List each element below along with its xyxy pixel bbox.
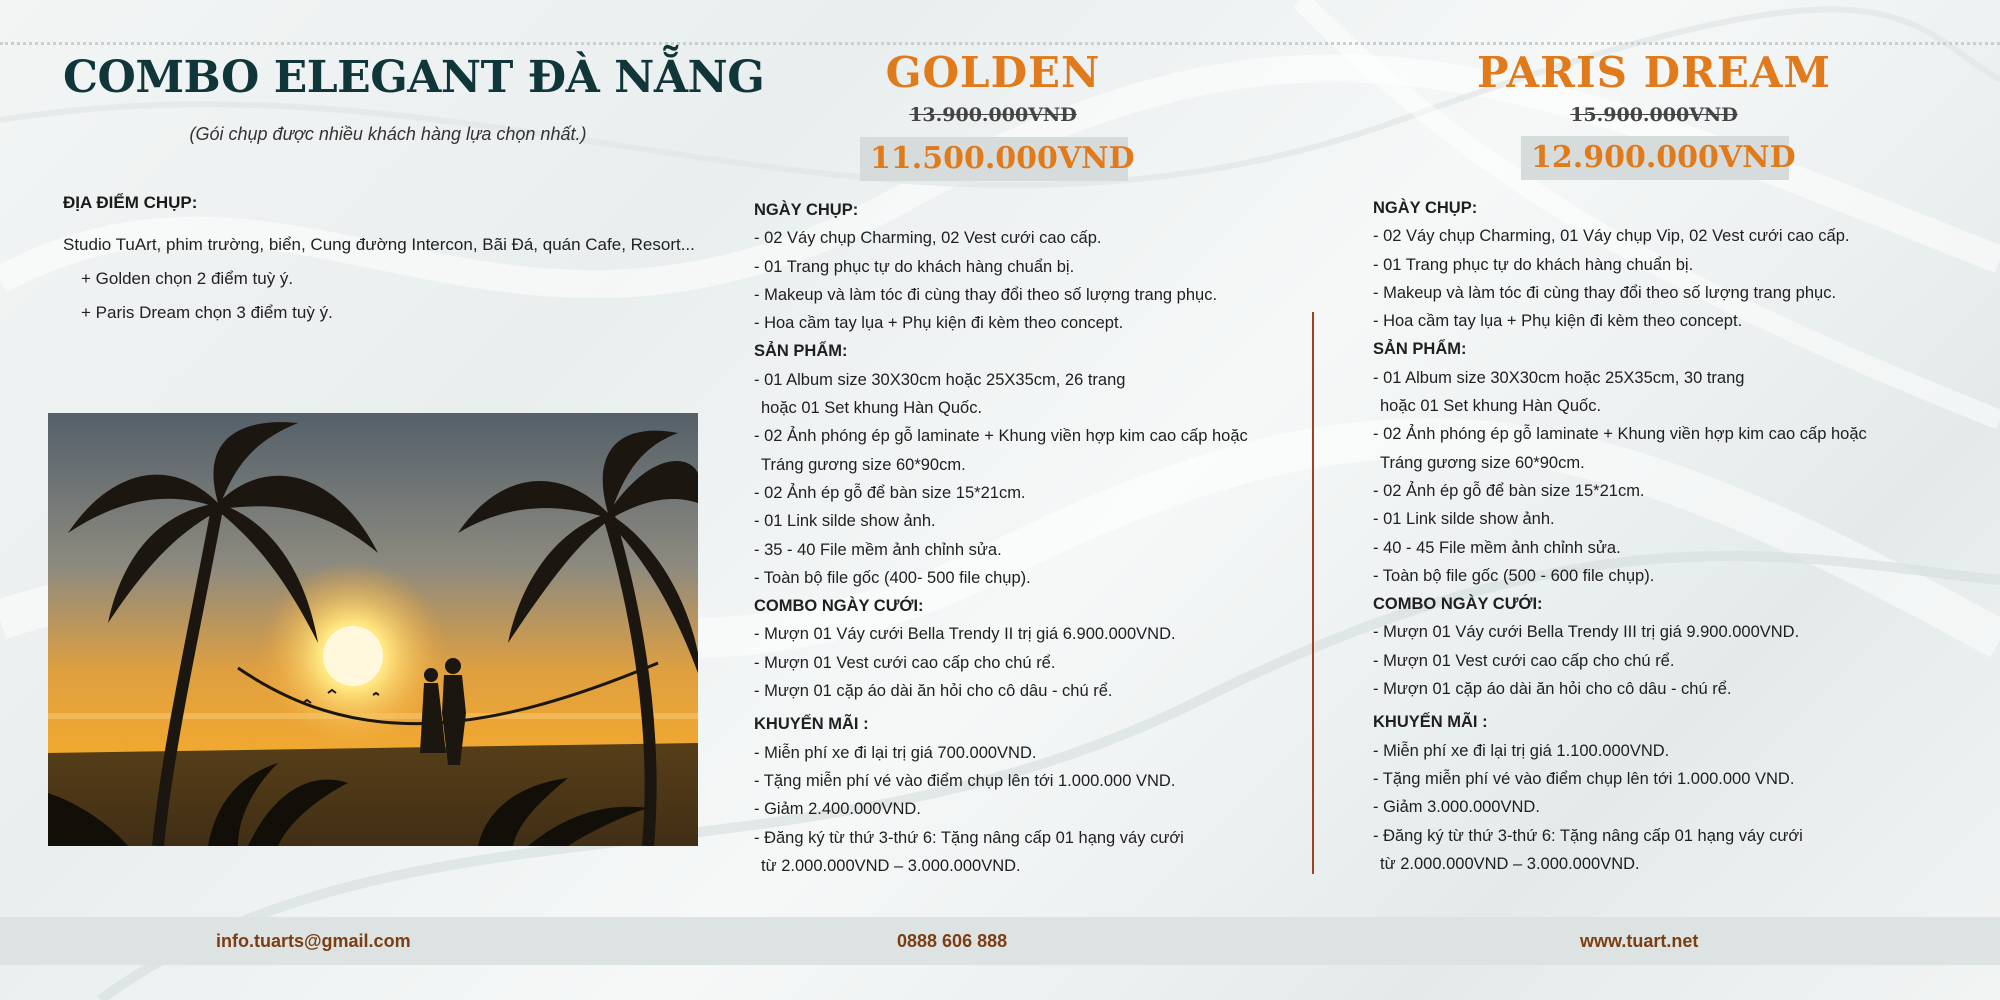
- paris-combo-item: - Mượn 01 Váy cưới Bella Trendy III trị giá 9.900.000VND.: [1373, 623, 1800, 642]
- page-subtitle: (Gói chụp được nhiều khách hàng lựa chọn nhất.): [189, 124, 587, 144]
- golden-ngay-chup-item: - Hoa cầm tay lụa + Phụ kiện đi kèm theo concept.: [754, 314, 1124, 333]
- golden-san-pham-item: hoặc 01 Set khung Hàn Quốc.: [761, 399, 983, 418]
- paris-san-pham-item: - 40 - 45 File mềm ảnh chỉnh sửa.: [1373, 538, 1621, 557]
- paris-details: [1373, 194, 1973, 878]
- paris-khuyen-mai-item: - Giảm 3.000.000VND.: [1373, 798, 1540, 817]
- paris-khuyen-mai-item: từ 2.000.000VND – 3.000.000VND.: [1380, 854, 1640, 873]
- paris-khuyen-mai-item: - Đăng ký từ thứ 3-thứ 6: Tặng nâng cấp 01 hạng váy cưới: [1373, 826, 1803, 845]
- top-dotted-border: [0, 42, 2000, 45]
- paris-khuyen-mai-heading: KHUYẾN MÃI :: [1373, 713, 1488, 732]
- paris-san-pham-item: hoặc 01 Set khung Hàn Quốc.: [1380, 397, 1602, 416]
- paris-package-name: PARIS DREAM: [1476, 48, 1832, 97]
- paris-khuyen-mai-item: - Tặng miễn phí vé vào điểm chụp lên tới 1.000.000 VND.: [1373, 769, 1795, 788]
- golden-combo-item: - Mượn 01 cặp áo dài ăn hỏi cho cô dâu - chú rể.: [754, 682, 1113, 701]
- paris-combo-item: - Mượn 01 Vest cưới cao cấp cho chú rể.: [1373, 651, 1675, 670]
- paris-ngay-chup-item: - 01 Trang phục tự do khách hàng chuẩn bị.: [1373, 255, 1694, 274]
- golden-combo-list: [754, 620, 1314, 705]
- golden-package-name: GOLDEN: [885, 48, 1101, 97]
- paris-san-pham-item: - Toàn bộ file gốc (500 - 600 file chụp).: [1373, 566, 1655, 585]
- paris-ngay-chup-list: [1373, 222, 1973, 335]
- paris-san-pham-item: Tráng gương size 60*90cm.: [1380, 453, 1585, 472]
- golden-new-price: 11.500.000VND: [860, 137, 1128, 181]
- golden-khuyen-mai-list: [754, 739, 1314, 880]
- golden-ngay-chup-heading: NGÀY CHỤP:: [754, 201, 859, 219]
- paris-new-price: 12.900.000VND: [1521, 136, 1789, 180]
- golden-san-pham-item: Tráng gương size 60*90cm.: [761, 455, 966, 474]
- column-divider: [1312, 312, 1314, 874]
- location-block: [63, 228, 723, 330]
- golden-san-pham-list: [754, 366, 1314, 592]
- golden-san-pham-heading: SẢN PHẨM:: [754, 342, 848, 361]
- sunset-couple-photo: [48, 413, 698, 846]
- paris-khuyen-mai-list: [1373, 737, 1973, 878]
- golden-combo-item: - Mượn 01 Vest cưới cao cấp cho chú rể.: [754, 653, 1056, 672]
- location-heading: ĐỊA ĐIỂM CHỤP:: [63, 193, 198, 212]
- golden-khuyen-mai-item: - Tặng miễn phí vé vào điểm chụp lên tới 1.000.000 VND.: [754, 771, 1176, 790]
- paris-ngay-chup-item: - 02 Váy chụp Charming, 01 Váy chụp Vip, 02 Vest cưới cao cấp.: [1373, 227, 1850, 246]
- golden-khuyen-mai-heading: KHUYẾN MÃI :: [754, 715, 869, 734]
- paris-san-pham-list: [1373, 364, 1973, 590]
- paris-san-pham-heading: SẢN PHẨM:: [1373, 340, 1467, 359]
- footer-bar: [0, 917, 2000, 965]
- paris-ngay-chup-heading: NGÀY CHỤP:: [1373, 199, 1478, 217]
- paris-khuyen-mai-item: - Miễn phí xe đi lại trị giá 1.100.000VND.: [1373, 741, 1670, 760]
- golden-ngay-chup-item: - Makeup và làm tóc đi cùng thay đổi theo số lượng trang phục.: [754, 285, 1218, 304]
- paris-san-pham-item: - 01 Link silde show ảnh.: [1373, 510, 1555, 529]
- paris-combo-item: - Mượn 01 cặp áo dài ăn hỏi cho cô dâu - chú rể.: [1373, 680, 1732, 699]
- golden-san-pham-item: - 35 - 40 File mềm ảnh chỉnh sửa.: [754, 540, 1002, 559]
- golden-san-pham-item: - 01 Link silde show ảnh.: [754, 512, 936, 531]
- location-text: Studio TuArt, phim trường, biển, Cung đường Intercon, Bãi Đá, quán Cafe, Resort...: [63, 235, 695, 254]
- paris-san-pham-item: - 02 Ảnh ép gỗ để bàn size 15*21cm.: [1373, 481, 1645, 500]
- footer-website-link[interactable]: www.tuart.net: [1580, 931, 1699, 951]
- golden-san-pham-item: - 02 Ảnh phóng ép gỗ laminate + Khung viền hợp kim cao cấp hoặc: [754, 427, 1248, 446]
- footer-email-link[interactable]: info.tuarts@gmail.com: [216, 931, 411, 951]
- golden-old-price: 13.900.000VND: [909, 104, 1077, 126]
- golden-san-pham-item: - Toàn bộ file gốc (400- 500 file chụp).: [754, 568, 1031, 587]
- golden-san-pham-item: - 02 Ảnh ép gỗ để bàn size 15*21cm.: [754, 483, 1026, 502]
- paris-san-pham-item: - 01 Album size 30X30cm hoặc 25X35cm, 30 trang: [1373, 368, 1745, 387]
- golden-combo-heading: COMBO NGÀY CƯỚI:: [754, 597, 924, 616]
- golden-ngay-chup-item: - 01 Trang phục tự do khách hàng chuẩn bị.: [754, 257, 1075, 276]
- golden-san-pham-item: - 01 Album size 30X30cm hoặc 25X35cm, 26 trang: [754, 370, 1126, 389]
- golden-khuyen-mai-item: - Miễn phí xe đi lại trị giá 700.000VND.: [754, 743, 1037, 762]
- golden-details: [754, 196, 1314, 880]
- golden-ngay-chup-item: - 02 Váy chụp Charming, 02 Vest cưới cao cấp.: [754, 229, 1102, 248]
- paris-combo-heading: COMBO NGÀY CƯỚI:: [1373, 595, 1543, 614]
- footer-phone-link[interactable]: 0888 606 888: [897, 931, 1008, 951]
- golden-khuyen-mai-item: - Giảm 2.400.000VND.: [754, 800, 921, 819]
- paris-old-price: 15.900.000VND: [1570, 104, 1738, 126]
- golden-khuyen-mai-item: - Đăng ký từ thứ 3-thứ 6: Tặng nâng cấp 01 hạng váy cưới: [754, 828, 1184, 847]
- paris-combo-list: [1373, 618, 1973, 703]
- page-title: COMBO ELEGANT ĐÀ NẴNG: [63, 52, 765, 103]
- golden-location-note: + Golden chọn 2 điểm tuỳ ý.: [81, 269, 294, 288]
- paris-san-pham-item: - 02 Ảnh phóng ép gỗ laminate + Khung viền hợp kim cao cấp hoặc: [1373, 425, 1867, 444]
- paris-ngay-chup-item: - Makeup và làm tóc đi cùng thay đổi theo số lượng trang phục.: [1373, 283, 1837, 302]
- golden-ngay-chup-list: [754, 224, 1314, 337]
- paris-ngay-chup-item: - Hoa cầm tay lụa + Phụ kiện đi kèm theo concept.: [1373, 312, 1743, 331]
- golden-khuyen-mai-item: từ 2.000.000VND – 3.000.000VND.: [761, 856, 1021, 875]
- paris-location-note: + Paris Dream chọn 3 điểm tuỳ ý.: [81, 303, 333, 322]
- golden-combo-item: - Mượn 01 Váy cưới Bella Trendy II trị giá 6.900.000VND.: [754, 625, 1176, 644]
